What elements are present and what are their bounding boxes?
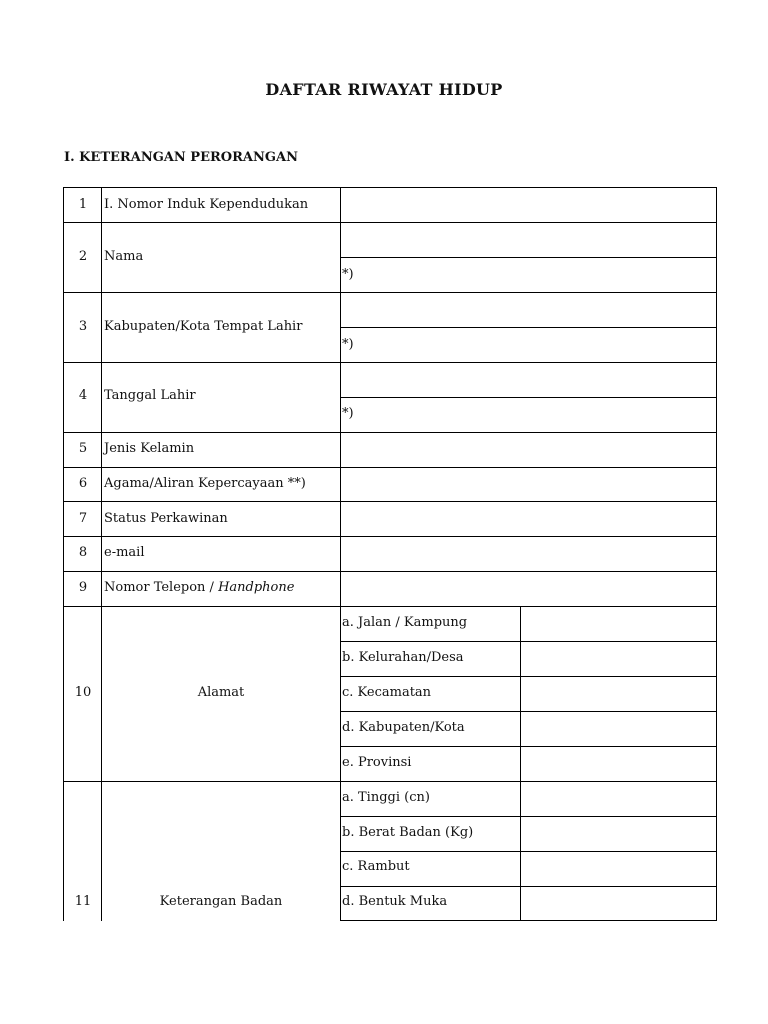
row-number: 7 <box>78 511 88 526</box>
row-number: 2 <box>78 249 88 264</box>
table-line <box>341 676 717 677</box>
row-label-italic: Handphone <box>218 580 295 595</box>
row-number: 9 <box>78 580 88 595</box>
table-line <box>716 187 717 921</box>
row-label: I. Nomor Induk Kependudukan <box>104 197 309 212</box>
table-line <box>63 781 717 782</box>
table-line <box>341 816 717 817</box>
row-number: 10 <box>74 685 92 700</box>
row-number: 5 <box>78 441 88 456</box>
row-label: Kabupaten/Kota Tempat Lahir <box>104 319 303 334</box>
sub-label: b. Kelurahan/Desa <box>342 650 464 665</box>
table-line <box>63 606 717 607</box>
row-label: Agama/Aliran Kepercayaan **) <box>104 476 306 491</box>
row-label-text: Nomor Telepon / <box>104 580 219 595</box>
row-number: 1 <box>78 197 88 212</box>
table-line <box>341 851 717 852</box>
row-label <box>104 580 294 596</box>
table-line <box>341 711 717 712</box>
sub-label: e. Provinsi <box>342 755 412 770</box>
sub-label: b. Berat Badan (Kg) <box>342 825 474 840</box>
row-label: Nama <box>104 249 144 264</box>
section-heading: I. KETERANGAN PERORANGAN <box>64 150 298 165</box>
sub-label: a. Jalan / Kampung <box>342 615 468 630</box>
row-label: Jenis Kelamin <box>104 441 195 456</box>
row-label: Keterangan Badan <box>159 894 283 909</box>
table-line <box>63 222 717 223</box>
sub-label: a. Tinggi (cn) <box>342 790 430 805</box>
table-line <box>63 292 717 293</box>
table-line <box>63 571 717 572</box>
row-number: 11 <box>74 894 92 909</box>
personal-info-table <box>0 187 768 927</box>
table-line <box>63 467 717 468</box>
table-line <box>341 920 717 921</box>
sub-label: d. Bentuk Muka <box>342 894 448 909</box>
table-line <box>341 327 717 328</box>
table-line <box>63 501 717 502</box>
table-line <box>341 397 717 398</box>
row-number: 6 <box>78 476 88 491</box>
sub-label: c. Rambut <box>342 859 410 874</box>
table-line <box>520 606 521 921</box>
table-line <box>63 432 717 433</box>
row-label: Alamat <box>197 685 245 700</box>
row-label: Tanggal Lahir <box>104 388 196 403</box>
table-line <box>341 886 717 887</box>
sub-label: d. Kabupaten/Kota <box>342 720 465 735</box>
row-label: Status Perkawinan <box>104 511 228 526</box>
row-number: 3 <box>78 319 88 334</box>
row-number: 8 <box>78 545 88 560</box>
row-number: 4 <box>78 388 88 403</box>
footnote-marker: *) <box>342 406 354 421</box>
footnote-marker: *) <box>342 337 354 352</box>
sub-label: c. Kecamatan <box>342 685 432 700</box>
footnote-marker: *) <box>342 267 354 282</box>
table-line <box>341 641 717 642</box>
row-label: e-mail <box>104 545 145 560</box>
table-line <box>340 187 341 921</box>
table-line <box>63 536 717 537</box>
table-line <box>63 362 717 363</box>
table-line <box>63 187 717 188</box>
table-line <box>341 257 717 258</box>
document-title: DAFTAR RIWAYAT HIDUP <box>265 80 503 99</box>
table-line <box>341 746 717 747</box>
